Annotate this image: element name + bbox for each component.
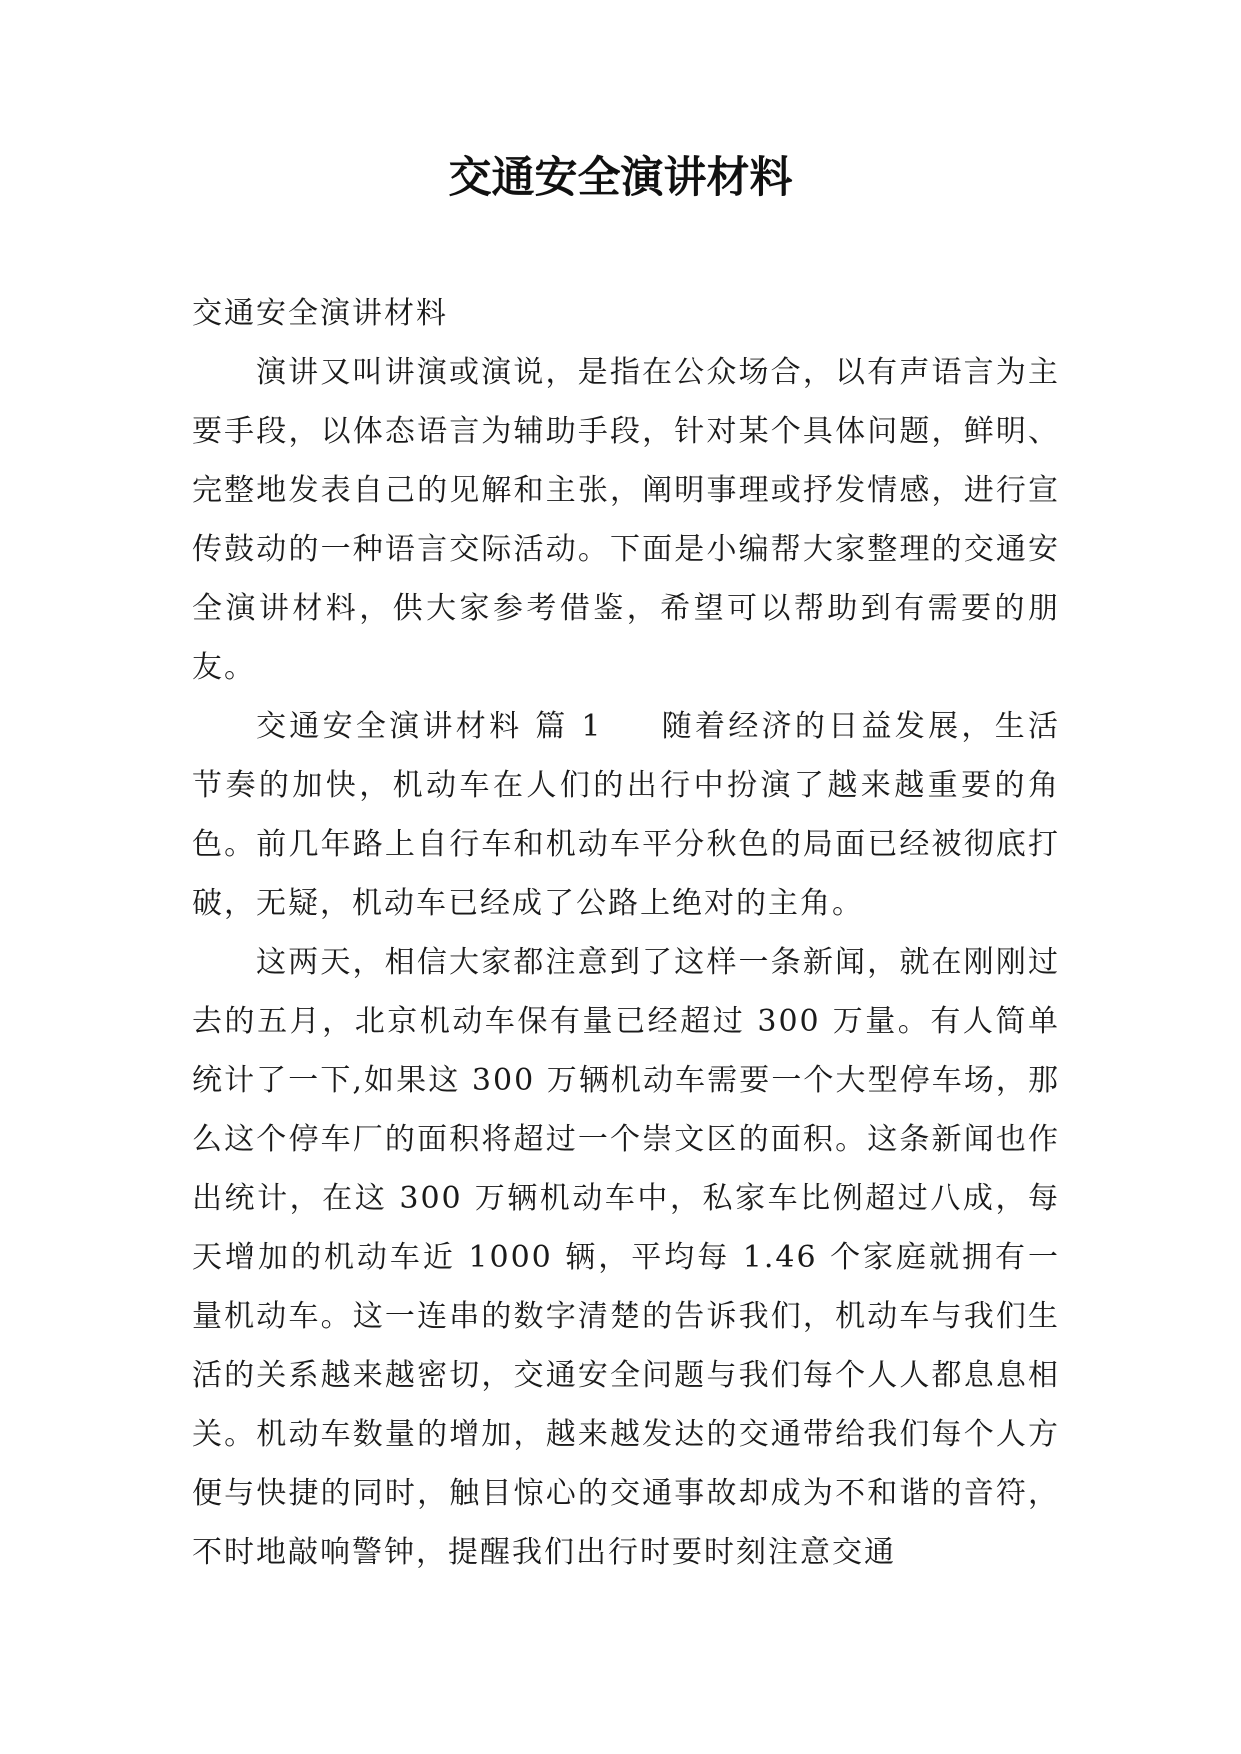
intro-paragraph: 演讲又叫讲演或演说，是指在公众场合，以有声语言为主要手段，以体态语言为辅助手段，针对某个具体问题，鲜明、完整地发表自己的见解和主张，阐明事理或抒发情感，进行宣传鼓动的一种语言交际活动。下面是小编帮大家整理的交通安全演讲材料，供大家参考借鉴，希望可以帮助到有需要的朋友。	[192, 355, 1060, 685]
section-1-paragraph	[192, 697, 1060, 933]
statistics-paragraph: 这两天，相信大家都注意到了这样一条新闻，就在刚刚过去的五月，北京机动车保有量已经超过 300 万量。有人简单统计了一下,如果这 300 万辆机动车需要一个大型停车场，那么这个停车厂的面积将超过一个崇文区的面积。这条新闻也作出统计，在这 300 万辆机动车中，私家车比例超过八成，每天增加的机动车近 1000 辆，平均每 1.46 个家庭就拥有一量机动车。这一连串的数字清楚的告诉我们，机动车与我们生活的关系越来越密切，交通安全问题与我们每个人人都息息相关。机动车数量的增加，越来越发达的交通带给我们每个人方便与快捷的同时，触目惊心的交通事故却成为不和谐的音符，不时地敲响警钟，提醒我们出行时要时刻注意交通	[192, 945, 1060, 1570]
document-title: 交通安全演讲材料	[448, 153, 793, 203]
section-1-heading: 交通安全演讲材料 篇 1	[256, 709, 603, 744]
document-subtitle: 交通安全演讲材料	[192, 296, 448, 331]
document-body	[192, 284, 1060, 1582]
section-1-text: 随着经济的日益发展，生活节奏的加快，机动车在人们的出行中扮演了越来越重要的角色。前几年路上自行车和机动车平分秋色的局面已经被彻底打破，无疑，机动车已经成了公路上绝对的主角。	[192, 709, 1060, 921]
